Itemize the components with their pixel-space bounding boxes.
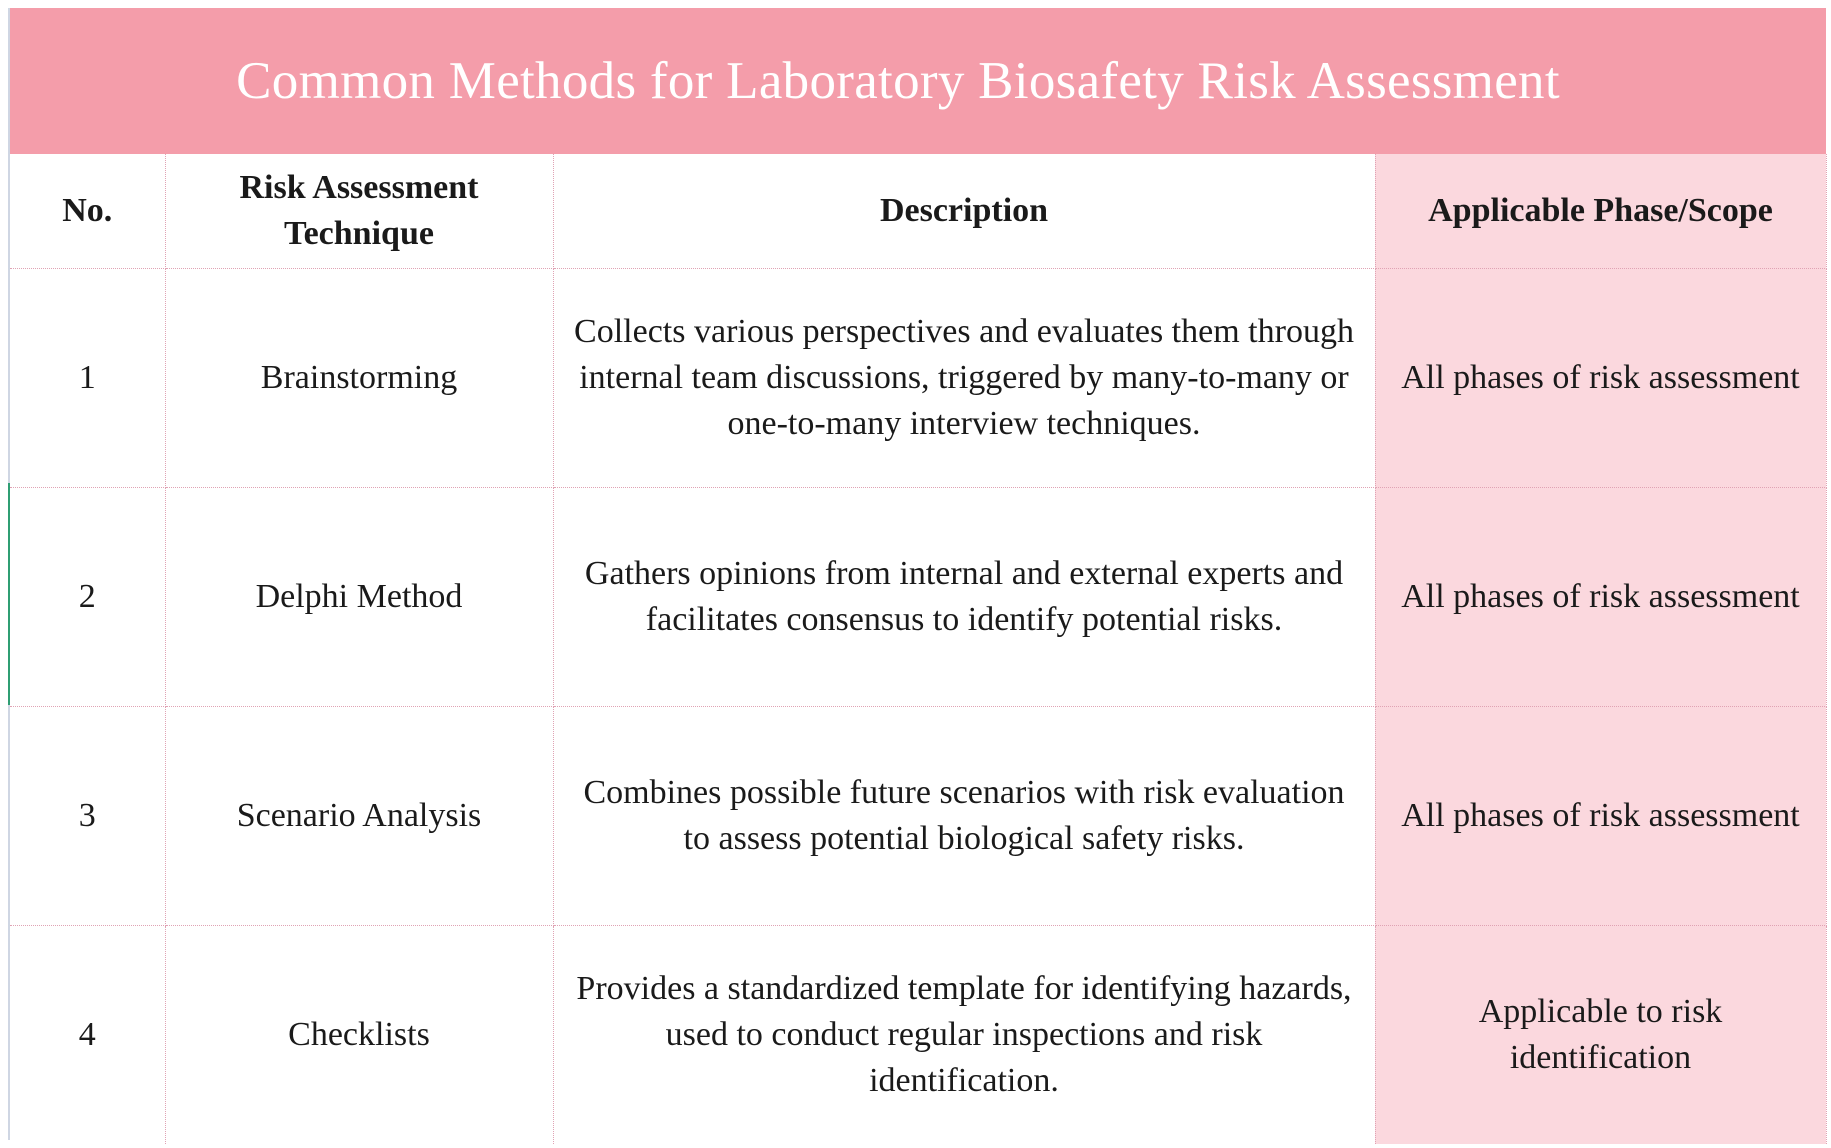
header-row [10, 154, 1826, 268]
cell-technique: Delphi Method [165, 487, 553, 706]
description-line: identification. [869, 1061, 1059, 1099]
scope-line: All phases of risk assessment [1401, 577, 1800, 615]
description-line: Provides a standardized template for identifying hazards, [576, 969, 1352, 1007]
description-line: Collects various perspectives and evaluates them through [574, 312, 1354, 350]
description-line: used to conduct regular inspections and risk [665, 1015, 1263, 1053]
cell-description [553, 487, 1375, 706]
document-page [8, 8, 1824, 1140]
header-scope: Applicable Phase/Scope [1375, 154, 1826, 268]
row-accent-line [8, 483, 10, 705]
table-row [10, 706, 1826, 925]
cell-no: 2 [10, 487, 165, 706]
description-line: Gathers opinions from internal and external experts and [584, 554, 1344, 592]
table-row [10, 925, 1826, 1144]
cell-technique: Brainstorming [165, 268, 553, 487]
table-row [10, 268, 1826, 487]
cell-description [553, 268, 1375, 487]
title-banner [10, 8, 1826, 154]
cell-technique: Scenario Analysis [165, 706, 553, 925]
cell-no: 4 [10, 925, 165, 1144]
header-description: Description [553, 154, 1375, 268]
cell-no: 1 [10, 268, 165, 487]
methods-table [10, 154, 1827, 1144]
scope-line: All phases of risk assessment [1401, 796, 1800, 834]
scope-line: identification [1509, 1038, 1692, 1076]
description-line: to assess potential biological safety risks. [683, 819, 1245, 857]
header-technique-line2: Technique [284, 214, 434, 252]
header-no: No. [10, 154, 165, 268]
table-row [10, 487, 1826, 706]
table-title: Common Methods for Laboratory Biosafety Risk Assessment [236, 52, 1560, 110]
cell-description [553, 706, 1375, 925]
cell-scope [1375, 706, 1826, 925]
description-line: Combines possible future scenarios with risk evaluation [583, 773, 1345, 811]
header-technique-line1: Risk Assessment [239, 168, 479, 206]
description-line: facilitates consensus to identify potential risks. [645, 600, 1283, 638]
scope-line: Applicable to risk [1478, 992, 1723, 1030]
description-line: one-to-many interview techniques. [727, 404, 1201, 442]
cell-description [553, 925, 1375, 1144]
header-technique [165, 154, 553, 268]
cell-scope [1375, 925, 1826, 1144]
cell-scope [1375, 268, 1826, 487]
cell-scope [1375, 487, 1826, 706]
description-line: internal team discussions, triggered by many-to-many or [579, 358, 1349, 396]
scope-line: All phases of risk assessment [1401, 358, 1800, 396]
cell-no: 3 [10, 706, 165, 925]
cell-technique: Checklists [165, 925, 553, 1144]
